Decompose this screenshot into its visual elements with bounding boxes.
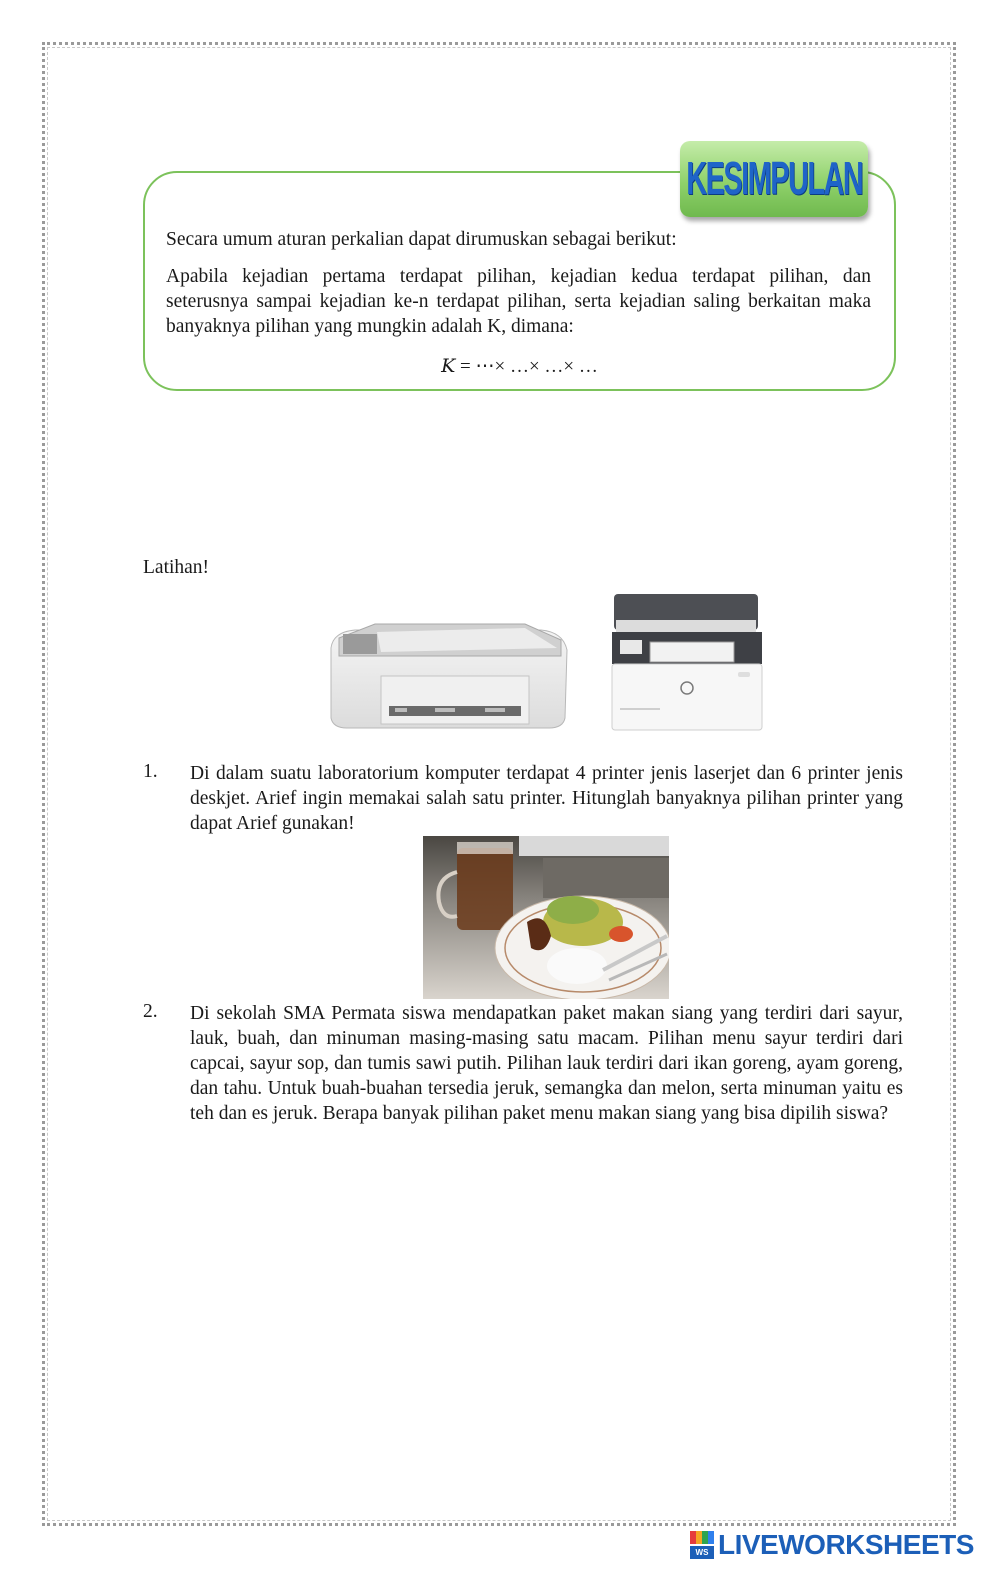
liveworksheets-logo[interactable] bbox=[690, 1530, 974, 1560]
question-1-number: 1. bbox=[143, 761, 158, 782]
formula-expression: = ⋯× …× …× … bbox=[455, 356, 598, 377]
deskjet-printer-image bbox=[325, 620, 571, 732]
question-2-number: 2. bbox=[143, 1001, 158, 1022]
formula-variable: K bbox=[441, 355, 456, 377]
question-2-text: Di sekolah SMA Permata siswa mendapatkan paket makan siang yang terdiri dari sayur, lauk, buah, dan minuman masing-masing satu macam. Pilihan menu sayur terdiri dari capcai, sayur sop, dan tumis sawi putih. Pilihan lauk terdiri dari ikan goreng, ayam goreng, dan tahu. Untuk buah-buahan tersedia jeruk, semangka dan melon, serta minuman yaitu es teh dan es jeruk. Berapa banyak pilihan paket menu makan siang yang bisa dipilih siswa? bbox=[190, 1003, 903, 1124]
conclusion-badge-text: KESIMPULAN bbox=[686, 153, 863, 204]
multiplication-formula bbox=[143, 355, 896, 378]
laserjet-printer-image bbox=[610, 592, 764, 734]
conclusion-body: Apabila kejadian pertama terdapat pilihan, kejadian kedua terdapat pilihan, dan seterusnya sampai kejadian ke-n terdapat pilihan, serta kejadian saling berkaitan maka banyaknya pilihan yang mungkin adalah K, dimana: bbox=[166, 266, 871, 337]
lunch-photo-image bbox=[423, 836, 669, 999]
question-1-text: Di dalam suatu laboratorium komputer terdapat 4 printer jenis laserjet dan 6 printer jenis deskjet. Arief ingin memakai salah satu printer. Hitunglah banyaknya pilihan printer yang dapat Arief gunakan! bbox=[190, 763, 903, 834]
liveworksheets-brand: LIVEWORKSHEETS bbox=[718, 1529, 974, 1560]
conclusion-intro: Secara umum aturan perkalian dapat dirumuskan sebagai berikut: bbox=[166, 229, 677, 250]
liveworksheets-logo-icon bbox=[690, 1531, 714, 1559]
conclusion-badge bbox=[680, 141, 868, 217]
logo-badge-bottom: WS bbox=[695, 1548, 709, 1557]
exercise-heading: Latihan! bbox=[143, 557, 210, 578]
